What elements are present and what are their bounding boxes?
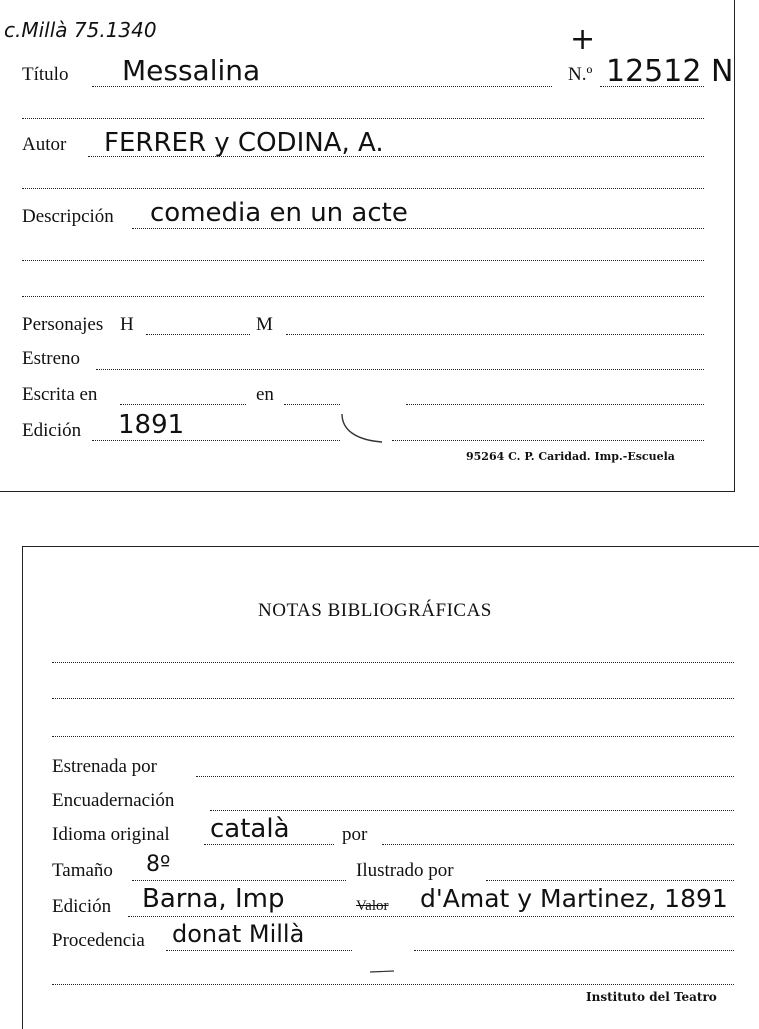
edicion-value-2: d'Amat y Martinez, 1891	[420, 884, 728, 913]
por-label: por	[342, 824, 368, 845]
procedencia-extra-line	[414, 950, 734, 951]
ilustrado-line	[486, 880, 734, 881]
blank-line	[52, 698, 734, 699]
blank-line	[22, 296, 704, 297]
blank-line	[52, 736, 734, 737]
por-line	[382, 844, 734, 845]
edicion-value: 1891	[118, 410, 185, 440]
edicion-line	[128, 916, 734, 917]
tamano-line	[132, 880, 346, 881]
blank-line	[22, 118, 704, 119]
personajes-h-label: H	[120, 314, 134, 335]
ilustrado-label: Ilustrado por	[356, 860, 454, 881]
estreno-label: Estreno	[22, 348, 81, 369]
notas-heading: NOTAS BIBLIOGRÁFICAS	[258, 600, 492, 621]
estrenada-line	[196, 776, 734, 777]
blank-line	[52, 984, 734, 985]
printer-imprint: 95264 C. P. Caridad. Imp.-Escuela	[466, 450, 675, 463]
personajes-m-line	[286, 334, 704, 335]
procedencia-label: Procedencia	[52, 930, 145, 951]
blank-line	[22, 260, 704, 261]
encuadernacion-line	[210, 810, 734, 811]
idioma-label: Idioma original	[52, 824, 170, 845]
cross-mark: +	[570, 22, 596, 57]
archive-note: c.Millà 75.1340	[4, 18, 157, 42]
idioma-value: català	[210, 814, 290, 844]
institution-name: Instituto del Teatro	[586, 990, 717, 1004]
pencil-scribble-icon	[336, 410, 388, 446]
estrenada-label: Estrenada por	[52, 756, 157, 777]
edicion-value-1: Barna, Imp	[142, 884, 285, 914]
edicion-line	[92, 440, 340, 441]
procedencia-line	[166, 950, 352, 951]
personajes-h-line	[146, 334, 250, 335]
descripcion-label: Descripción	[22, 206, 114, 227]
descripcion-line	[132, 228, 704, 229]
escrita-line	[120, 404, 246, 405]
estreno-line	[96, 369, 704, 370]
tamano-label: Tamaño	[52, 860, 113, 881]
numero-value: 12512 N	[606, 54, 734, 89]
escrita-en-label: en	[256, 384, 274, 405]
pencil-mark-icon	[368, 966, 398, 976]
titulo-value: Messalina	[122, 54, 261, 87]
edicion-label: Edición	[22, 420, 82, 441]
blank-line	[22, 188, 704, 189]
escrita-label: Escrita en	[22, 384, 98, 405]
titulo-label: Título	[22, 64, 69, 85]
idioma-line	[204, 844, 334, 845]
blank-line	[52, 662, 734, 663]
valor-label: Valor	[356, 898, 389, 914]
procedencia-value: donat Millà	[172, 920, 305, 948]
escrita-en-line	[284, 404, 340, 405]
edicion-label: Edición	[52, 896, 112, 917]
numero-label: N.º	[568, 64, 593, 85]
autor-value: FERRER y CODINA, A.	[104, 128, 384, 158]
personajes-m-label: M	[256, 314, 273, 335]
descripcion-value: comedia en un acte	[150, 198, 408, 228]
encuadernacion-label: Encuadernación	[52, 790, 175, 811]
personajes-label: Personajes	[22, 314, 104, 335]
tamano-value: 8º	[146, 852, 171, 877]
escrita-extra-line	[406, 404, 704, 405]
autor-label: Autor	[22, 134, 67, 155]
edicion-extra-line	[392, 440, 704, 441]
